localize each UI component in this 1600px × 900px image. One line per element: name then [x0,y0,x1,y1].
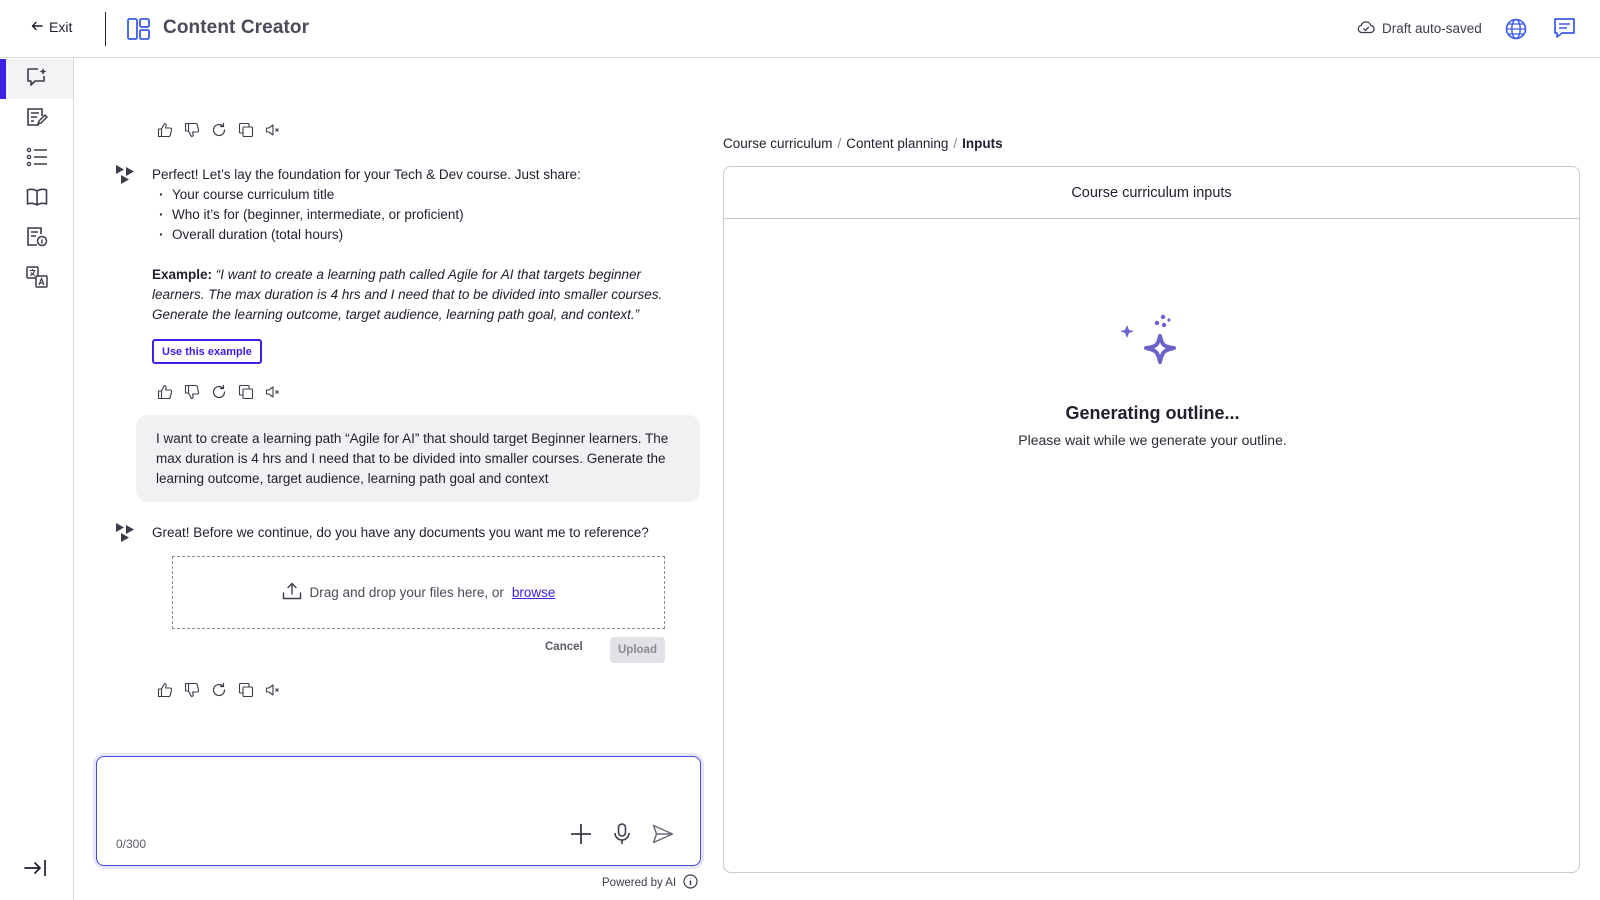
file-dropzone[interactable] [172,556,665,629]
breadcrumb [723,136,1003,151]
regenerate-icon[interactable] [211,122,227,138]
bot-avatar-icon [115,522,137,549]
save-status [1357,20,1482,37]
rail-item-ai-chat[interactable] [0,59,73,99]
thumbs-down-icon[interactable] [184,384,200,400]
upload-button[interactable]: Upload [610,637,665,663]
ai-chat-icon [26,67,48,92]
expand-sidebar-icon[interactable] [24,858,48,883]
chat-composer [96,756,701,866]
message-actions [157,122,281,138]
requirements-list [152,185,682,245]
list-item: · Who it’s for (beginner, intermediate, or proficient) [152,205,682,225]
message-actions [157,384,281,400]
example-body: “I want to create a learning path called Agile for AI that targets beginner learners. The max duration is 4 hrs and I need that to be divided into smaller courses. Generate the learning outcome, target audience, learning path goal, and context.” [152,267,663,322]
list-item: · Overall duration (total hours) [152,225,682,245]
rail-item-edit-document[interactable] [0,99,73,139]
example-text [152,265,672,325]
save-status-label: Draft auto-saved [1382,21,1482,36]
sparkles-icon [1120,311,1184,380]
browse-link[interactable]: browse [511,585,556,600]
document-info-icon [26,227,48,252]
chat-input[interactable] [109,767,669,817]
breadcrumb-current: Inputs [962,136,1003,151]
list-item: · Your course curriculum title [152,185,682,205]
dropzone-text: Drag and drop your files here, or [309,585,504,600]
thumbs-up-icon[interactable] [157,384,173,400]
edit-document-icon [26,107,48,132]
left-rail [0,58,74,900]
top-header [0,0,1600,58]
use-example-button[interactable]: Use this example [152,339,262,364]
breadcrumb-item[interactable]: Content planning [846,136,949,151]
thumbs-up-icon[interactable] [157,122,173,138]
app-title: Content Creator [163,17,310,38]
thumbs-down-icon[interactable] [184,682,200,698]
exit-label: Exit [49,19,73,35]
speaker-icon[interactable] [265,384,281,400]
speaker-icon[interactable] [265,682,281,698]
info-icon[interactable] [683,874,698,892]
plus-icon[interactable] [570,823,592,850]
rail-item-document-info[interactable] [0,219,73,259]
layout-panels-icon [127,18,150,45]
generating-subtitle: Please wait while we generate your outline. [1018,432,1287,448]
rail-item-list[interactable] [0,139,73,179]
book-icon [26,187,48,212]
copy-icon[interactable] [238,122,254,138]
user-message-bubble: I want to create a learning path “Agile for AI” that should target Beginner learners. The max duration is 4 hrs and I need that to be divided into smaller courses. Generate the learning outcome, target audience, learning path goal and context [136,415,700,502]
thumbs-down-icon[interactable] [184,122,200,138]
cancel-button[interactable]: Cancel [545,641,583,653]
upload-icon [282,582,302,603]
list-icon [26,147,48,172]
breadcrumb-separator: / [953,136,958,151]
bot-intro-text: Perfect! Let’s lay the foundation for your Tech & Dev course. Just share: [152,167,581,182]
thumbs-up-icon[interactable] [157,682,173,698]
bot-message [152,165,682,325]
rail-item-book[interactable] [0,179,73,219]
bot-question-text: Great! Before we continue, do you have any documents you want me to reference? [152,525,649,540]
regenerate-icon[interactable] [211,384,227,400]
character-counter: 0/300 [116,837,147,851]
powered-by-ai [602,874,698,892]
rail-item-translate[interactable] [0,259,73,299]
breadcrumb-separator: / [837,136,842,151]
copy-icon[interactable] [238,384,254,400]
regenerate-icon[interactable] [211,682,227,698]
translate-icon [26,266,48,293]
inputs-panel [723,166,1580,873]
cloud-check-icon [1357,20,1375,37]
copy-icon[interactable] [238,682,254,698]
arrow-left-icon [31,19,43,35]
panel-title: Course curriculum inputs [724,167,1579,219]
message-actions [157,682,281,698]
header-divider [105,12,106,46]
generating-title: Generating outline... [1065,403,1240,423]
globe-icon[interactable] [1505,18,1527,45]
microphone-icon[interactable] [612,823,632,850]
bot-avatar-icon [115,164,137,191]
feedback-chat-icon[interactable] [1553,17,1576,44]
breadcrumb-item[interactable]: Course curriculum [723,136,833,151]
send-icon[interactable] [652,824,674,849]
exit-button[interactable] [31,19,72,35]
example-label: Example: [152,267,213,282]
speaker-icon[interactable] [265,122,281,138]
powered-by-label: Powered by AI [602,877,677,889]
